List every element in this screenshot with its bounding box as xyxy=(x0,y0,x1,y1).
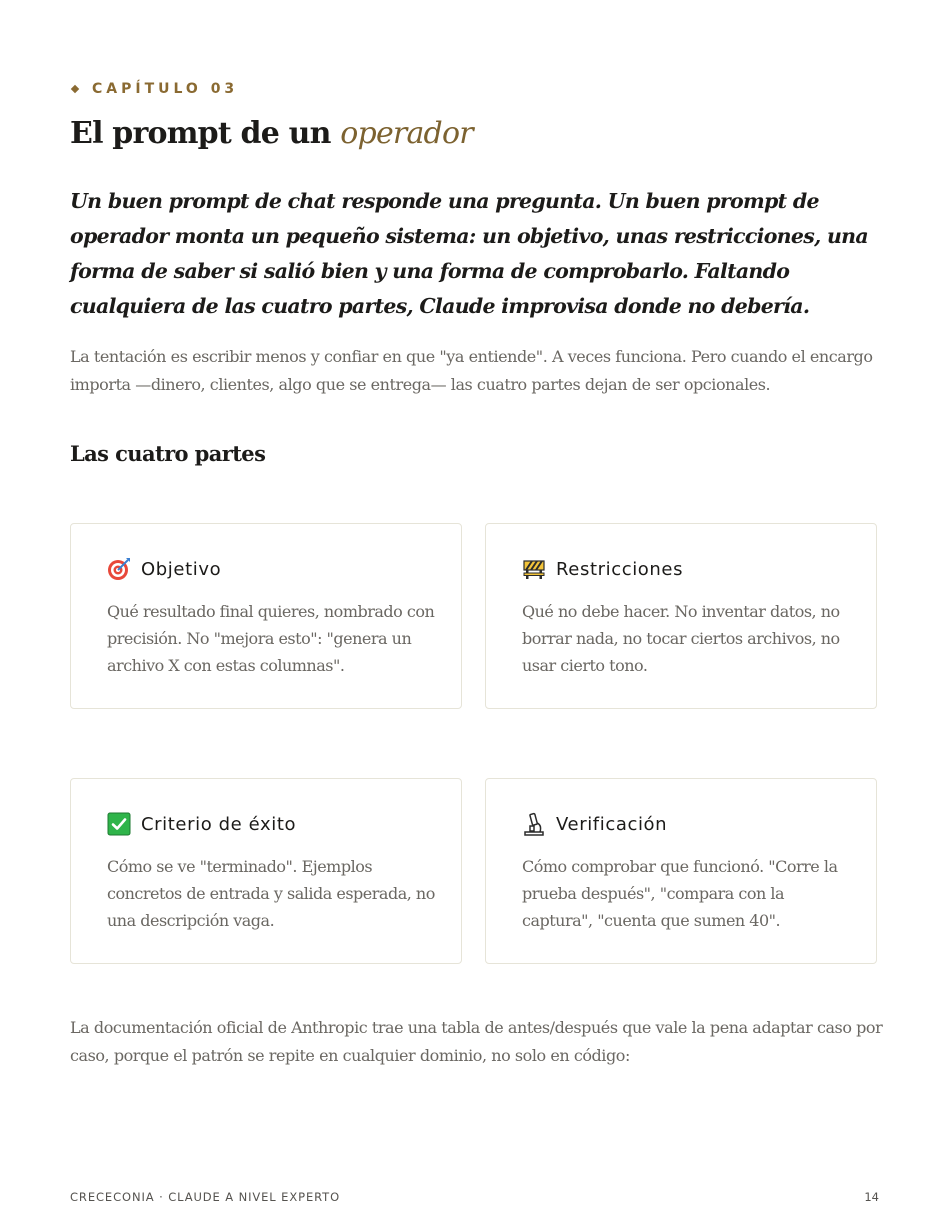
page-title xyxy=(70,116,473,151)
card-body: Qué resultado final quieres, nombrado con precisión. No "mejora esto": "genera un archivo X con estas columnas". xyxy=(107,602,435,675)
card-header xyxy=(522,811,667,837)
card-title: Criterio de éxito xyxy=(141,813,297,835)
page-number: 14 xyxy=(864,1190,879,1204)
barrier-icon xyxy=(522,557,546,581)
closing-paragraph: La documentación oficial de Anthropic trae una tabla de antes/después que vale la pena adaptar caso por caso, porque el patrón se repite en cualquier dominio, no solo en código: xyxy=(70,1018,883,1065)
page-title-accent: operador xyxy=(340,116,473,151)
chapter-label: CAPÍTULO 03 xyxy=(92,81,239,97)
card-title: Objetivo xyxy=(141,558,222,580)
check-box-icon xyxy=(107,812,131,836)
card-criterio-exito xyxy=(70,778,462,964)
card-objetivo xyxy=(70,523,462,709)
page-title-main: El prompt de un xyxy=(70,116,341,151)
card-header xyxy=(522,556,683,582)
card-title: Restricciones xyxy=(556,558,684,580)
card-body: Cómo se ve "terminado". Ejemplos concretos de entrada y salida esperada, no una descripción vaga. xyxy=(107,857,435,930)
card-header xyxy=(107,556,221,582)
section-title: Las cuatro partes xyxy=(70,441,266,466)
intro-paragraph: La tentación es escribir menos y confiar en que "ya entiende". A veces funciona. Pero cuando el encargo importa —dinero, clientes, algo que se entrega— las cuatro partes dejan de ser opcionales. xyxy=(70,347,873,394)
card-body: Cómo comprobar que funcionó. "Corre la prueba después", "compara con la captura", "cuenta que sumen 40". xyxy=(522,857,838,930)
target-icon xyxy=(107,557,131,581)
card-header xyxy=(107,811,296,837)
card-title: Verificación xyxy=(556,813,668,835)
card-body: Qué no debe hacer. No inventar datos, no borrar nada, no tocar ciertos archivos, no usar cierto tono. xyxy=(522,602,840,675)
footer-brand: CRECECONIA · CLAUDE A NIVEL EXPERTO xyxy=(70,1190,341,1204)
chapter-kicker xyxy=(70,80,238,98)
diamond-icon xyxy=(71,85,79,93)
card-restricciones xyxy=(485,523,877,709)
card-verificacion xyxy=(485,778,877,964)
microscope-icon xyxy=(522,812,546,836)
lead-paragraph: Un buen prompt de chat responde una pregunta. Un buen prompt de operador monta un pequeño sistema: un objetivo, unas restricciones, una forma de saber si salió bien y una forma de comprobarlo. Faltando cualquiera de las cuatro partes, Claude improvisa donde no debería. xyxy=(70,189,868,318)
